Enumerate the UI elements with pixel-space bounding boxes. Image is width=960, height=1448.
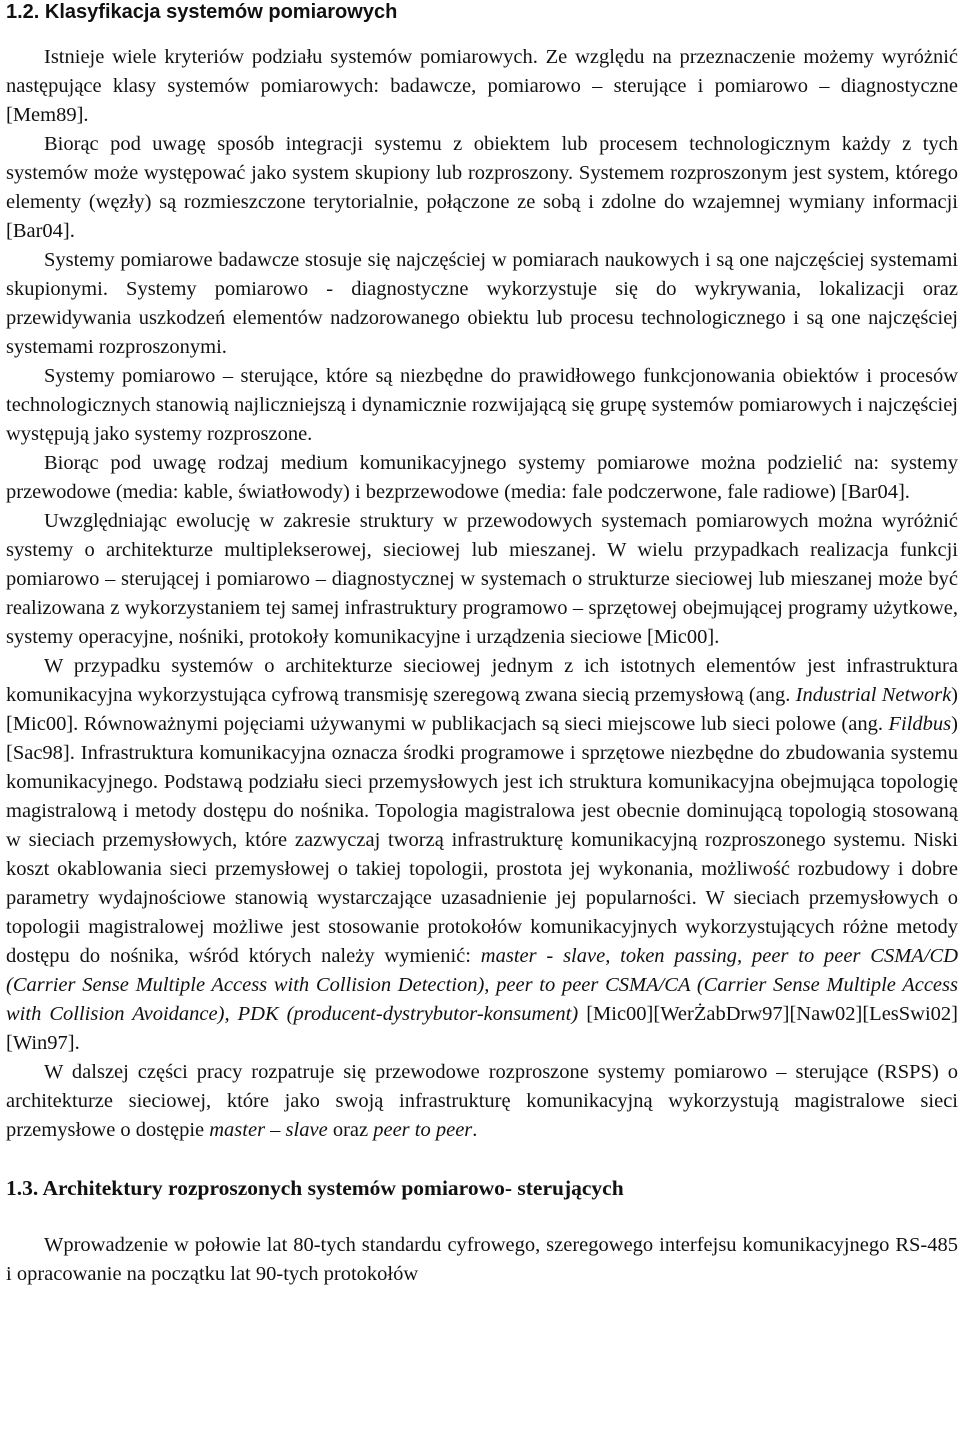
- section-heading-1-2: 1.2. Klasyfikacja systemów pomiarowych: [6, 1, 398, 23]
- text-run: Systemy pomiarowo – sterujące, które są niezbędne do prawidłowego funkcjonowania obiektów i procesów technologicznych stanowią najliczniejszą i dynamicznie rozwijającą się grupę systemów pomiarowych i najczęściej występują jako systemy rozproszone.: [6, 365, 958, 445]
- italic-text: master – slave: [209, 1119, 328, 1141]
- paragraph: [6, 246, 958, 362]
- italic-text: master - slave, token passing, peer to peer CSMA/CD (Carrier Sense Multiple Access with Collision Detection), peer to peer CSMA/CA (Carrier Sense Multiple Access with Collision Avoidance), PDK (producent-dystrybutor-konsument): [6, 945, 958, 1025]
- paragraph: [6, 652, 958, 1058]
- italic-text: Industrial Network: [795, 684, 952, 706]
- text-run: W przypadku systemów o architekturze sieciowej jednym z ich istotnych elementów jest infrastruktura komunikacyjna wykorzystująca cyfrową transmisję szeregową zwana siecią przemysłową (ang.: [6, 655, 958, 706]
- section-1-2-body: [6, 43, 958, 1145]
- text-run: Biorąc pod uwagę rodzaj medium komunikacyjnego systemy pomiarowe można podzielić na: systemy przewodowe (media: kable, światłowody) i bezprzewodowe (media: fale podczerwone, fale radiowe) [Bar04].: [6, 452, 958, 503]
- section-heading-1-3: 1.3. Architektury rozproszonych systemów pomiarowo- sterujących: [6, 1176, 624, 1200]
- text-run: Istnieje wiele kryteriów podziału systemów pomiarowych. Ze względu na przeznaczenie możemy wyróżnić następujące klasy systemów pomiarowych: badawcze, pomiarowo – sterujące i pomiarowo – diagnostyczne [Mem89].: [6, 46, 958, 126]
- text-run: Uwzględniając ewolucję w zakresie struktury w przewodowych systemach pomiarowych można wyróżnić systemy o architekturze multiplekserowej, sieciowej lub mieszanej. W wielu przypadkach realizacja funkcji pomiarowo – sterującej i pomiarowo – diagnostycznej w systemach o strukturze sieciowej lub mieszanej może być realizowana z wykorzystaniem tej samej infrastruktury programowo – sprzętowej obejmującej programy użytkowe, systemy operacyjne, nośniki, protokoły komunikacyjne i urządzenia sieciowe [Mic00].: [6, 510, 958, 648]
- paragraph: [6, 43, 958, 130]
- italic-text: peer to peer: [373, 1119, 473, 1141]
- paragraph: [6, 1231, 958, 1289]
- section-1-3-body: [6, 1231, 958, 1289]
- text-run: [Mic00][WerŻabDrw97][Naw02][LesSwi02][Win97].: [6, 1003, 958, 1054]
- paragraph: [6, 449, 958, 507]
- text-run: ) [Sac98]. Infrastruktura komunikacyjna oznacza środki programowe i sprzętowe niezbędne do zbudowania systemu komunikacyjnego. Podstawą podziału sieci przemysłowych jest ich struktura komunikacyjna obejmująca topologię magistralową i metody dostępu do nośnika. Topologia magistralowa jest obecnie dominującą topologią stosowaną w sieciach przemysłowych, które zazwyczaj tworzą infrastrukturę komunikacyjną rozproszonego systemu. Niski koszt okablowania sieci przemysłowej o takiej topologii, prostota jej wykonania, możliwość rozbudowy i dobre parametry wydajnościowe stanowią wystarczające uzasadnienie jej popularności. W sieciach przemysłowych o topologii magistralowej możliwe jest stosowanie protokołów komunikacyjnych wykorzystujących różne metody dostępu do nośnika, wśród których należy wymienić:: [6, 713, 958, 967]
- text-run: .: [472, 1119, 478, 1141]
- text-run: Biorąc pod uwagę sposób integracji systemu z obiektem lub procesem technologicznym każdy z tych systemów może występować jako system skupiony lub rozproszony. Systemem rozproszonym jest system, którego elementy (węzły) są rozmieszczone terytorialnie, połączone ze sobą i zdolne do wzajemnej wymiany informacji [Bar04].: [6, 133, 958, 242]
- paragraph: [6, 1058, 958, 1145]
- paragraph: [6, 130, 958, 246]
- document-page: [6, 0, 958, 1289]
- text-run: W dalszej części pracy rozpatruje się przewodowe rozproszone systemy pomiarowo – sterujące (RSPS) o architekturze sieciowej, które jako swoją infrastrukturę komunikacyjną wykorzystują magistralowe sieci przemysłowe o dostępie: [6, 1061, 958, 1141]
- paragraph: [6, 507, 958, 652]
- text-run: Wprowadzenie w połowie lat 80-tych standardu cyfrowego, szeregowego interfejsu komunikacyjnego RS-485 i opracowanie na początku lat 90-tych protokołów: [6, 1234, 958, 1285]
- text-run: ) [Mic00]. Równoważnymi pojęciami używanymi w publikacjach są sieci miejscowe lub sieci polowe (ang.: [6, 684, 958, 735]
- text-run: Systemy pomiarowe badawcze stosuje się najczęściej w pomiarach naukowych i są one najczęściej systemami skupionymi. Systemy pomiarowo - diagnostyczne wykorzystuje się do wykrywania, lokalizacji oraz przewidywania uszkodzeń elementów nadzorowanego obiektu lub procesu technologicznego i są one najczęściej systemami rozproszonymi.: [6, 249, 958, 358]
- italic-text: Fildbus: [888, 713, 952, 735]
- paragraph: [6, 362, 958, 449]
- text-run: oraz: [327, 1119, 374, 1141]
